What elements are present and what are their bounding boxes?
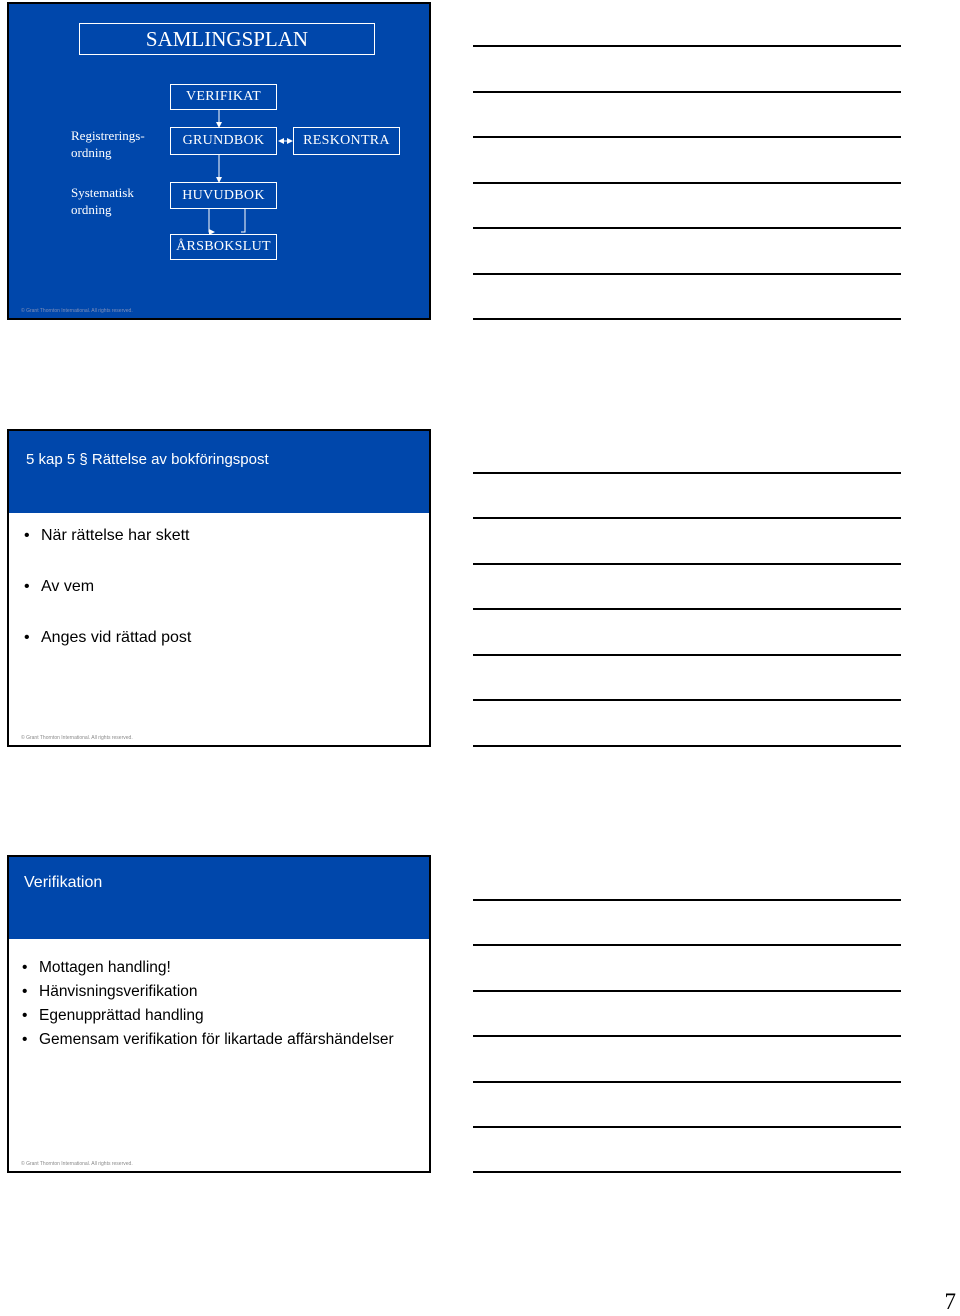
notes-line	[473, 273, 901, 275]
huvudbok-box: HUVUDBOK	[170, 182, 277, 209]
notes-line	[473, 699, 901, 701]
notes-line	[473, 182, 901, 184]
bullet-list	[39, 958, 419, 1054]
bullet-list	[41, 526, 191, 679]
bullet-item: • Egenupprättad handling	[39, 1006, 419, 1026]
copyright-text: © Grant Thornton International. All rights reserved.	[21, 1161, 133, 1167]
notes-line	[473, 1081, 901, 1083]
notes-line	[473, 45, 901, 47]
arrow-huvudbok-arsbokslut-left	[209, 209, 214, 232]
slide-verifikation	[7, 855, 431, 1173]
notes-line	[473, 1171, 901, 1173]
diagram-connectors	[9, 4, 431, 320]
copyright-text: © Grant Thornton International. All rights reserved.	[21, 735, 133, 741]
verifikat-box: VERIFIKAT	[170, 84, 277, 110]
reskontra-box: RESKONTRA	[293, 127, 400, 155]
label-line: ordning	[71, 145, 112, 160]
slide-rattelse	[7, 429, 431, 747]
bullet-item: • Gemensam verifikation för likartade affärshändelser	[39, 1030, 419, 1050]
slide-title: Verifikation	[24, 874, 103, 891]
notes-line	[473, 472, 901, 474]
bullet-item: • Mottagen handling!	[39, 958, 419, 978]
notes-line	[473, 136, 901, 138]
notes-line	[473, 91, 901, 93]
copyright-text: © Grant Thornton International. All rights reserved.	[21, 308, 133, 314]
bullet-item: • Anges vid rättad post	[41, 628, 191, 679]
bullet-item: • När rättelse har skett	[41, 526, 191, 577]
notes-line	[473, 517, 901, 519]
slide-samlingsplan	[7, 2, 431, 320]
notes-line	[473, 745, 901, 747]
label-line: Systematisk	[71, 185, 134, 200]
label-line: Registrerings-	[71, 128, 145, 143]
notes-line	[473, 944, 901, 946]
grundbok-box: GRUNDBOK	[170, 127, 277, 155]
arrow-huvudbok-arsbokslut-right	[241, 209, 245, 232]
page-number: 7	[944, 1289, 956, 1314]
label-line: ordning	[71, 202, 112, 217]
notes-line	[473, 318, 901, 320]
slide-title: SAMLINGSPLAN	[79, 23, 375, 55]
slide-title: 5 kap 5 § Rättelse av bokföringspost	[26, 451, 269, 468]
notes-line	[473, 227, 901, 229]
notes-line	[473, 899, 901, 901]
notes-line	[473, 1035, 901, 1037]
notes-line	[473, 608, 901, 610]
notes-line	[473, 563, 901, 565]
registreringsordning-label	[71, 127, 145, 161]
notes-line	[473, 990, 901, 992]
title-band	[9, 857, 429, 939]
bullet-item: • Hänvisningsverifikation	[39, 982, 419, 1002]
notes-line	[473, 654, 901, 656]
notes-line	[473, 1126, 901, 1128]
title-band	[9, 431, 429, 513]
systematisk-ordning-label	[71, 184, 134, 218]
bullet-item: • Av vem	[41, 577, 191, 628]
arsbokslut-box: ÅRSBOKSLUT	[170, 234, 277, 260]
